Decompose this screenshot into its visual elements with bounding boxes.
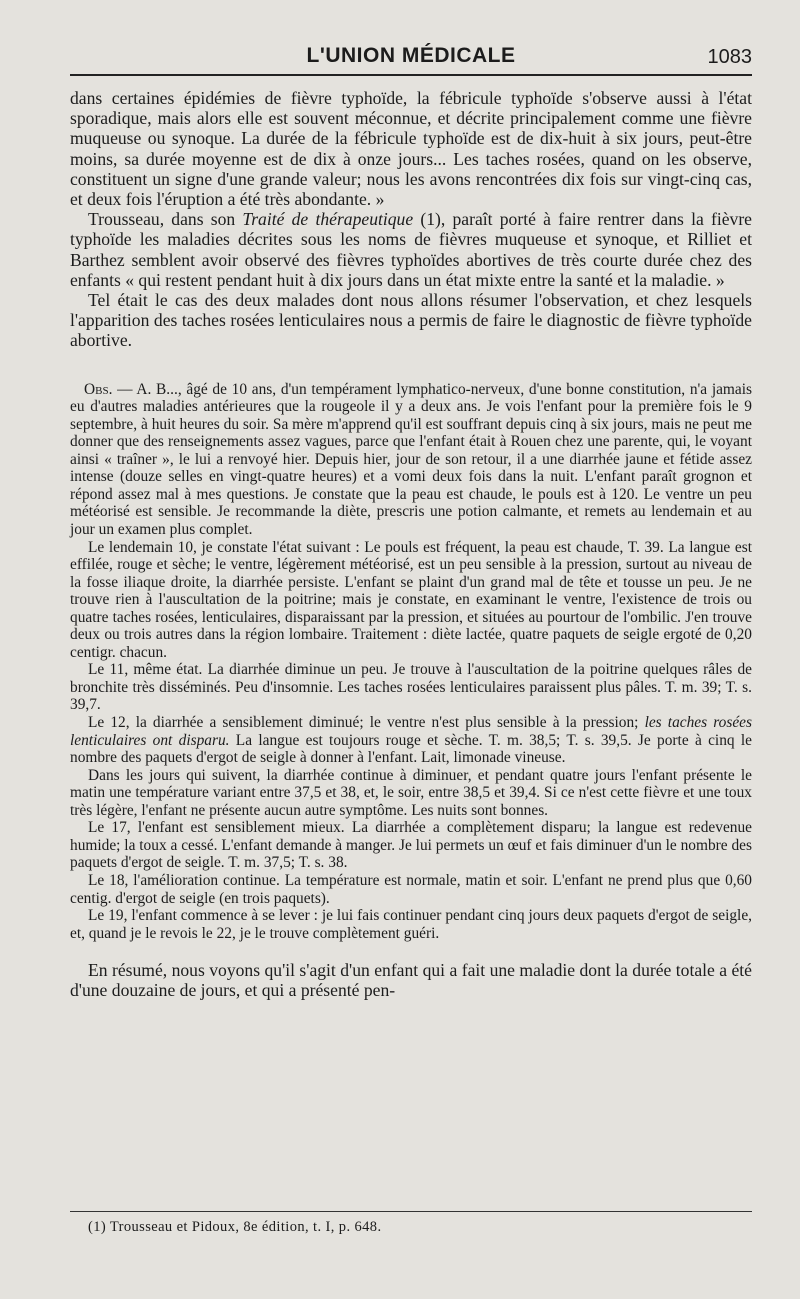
summary-paragraph: En résumé, nous voyons qu'il s'agit d'un enfant qui a fait une maladie dont la durée totale a été d'une douzaine de jours, et qui a présenté pen-	[70, 960, 752, 1001]
observation-day-11: Le 11, même état. La diarrhée diminue un peu. Je trouve à l'auscultation de la poitrine quelques râles de bronchite très disséminés. Peu d'insomnie. Les taches rosées lenticulaires paraissent plus pâles. T. m. 39; T. s. 39,7.	[70, 661, 752, 714]
paragraph-trousseau	[70, 209, 752, 290]
running-title: L'UNION MÉDICALE	[306, 44, 516, 67]
book-title: Traité de thérapeutique	[242, 209, 414, 230]
page-header	[70, 44, 752, 74]
observation-following-days: Dans les jours qui suivent, la diarrhée continue à diminuer, et pendant quatre jours l'enfant présente le matin une température variant entre 37,5 et 38, et, le soir, entre 38,5 et 39,4. Si ce n'est cette fièvre et une toux très légère, l'enfant ne présente aucun autre symptôme. Les nuits sont bonnes.	[70, 766, 752, 819]
page-number: 1083	[707, 46, 752, 68]
paragraph-cases-intro: Tel était le cas des deux malades dont nous allons résumer l'observation, et chez lesquels l'apparition des taches rosées lenticulaires nous a permis de faire le diagnostic de fièvre typhoïde abortive.	[70, 290, 752, 351]
footnote-rule	[70, 1211, 752, 1212]
day12-text-end: La langue est toujours rouge et sèche. T. m. 38,5; T. s. 39,5. Je porte à cinq le nombre des paquets d'ergot de seigle à donner à l'enfant. Lait, limonade vineuse.	[70, 731, 752, 767]
obs-label: Obs.	[84, 380, 113, 398]
header-rule	[70, 74, 752, 76]
page-body	[70, 88, 752, 1001]
observation-day-12	[70, 714, 752, 767]
observation-intro	[70, 381, 752, 539]
trousseau-text-start: Trousseau, dans son	[88, 209, 243, 230]
observation-section	[70, 381, 752, 943]
observation-day-18: Le 18, l'amélioration continue. La température est normale, matin et soir. L'enfant ne prend plus que 0,60 centig. d'ergot de seigle (en trois paquets).	[70, 871, 752, 907]
footnote: (1) Trousseau et Pidoux, 8e édition, t. I, p. 648.	[88, 1219, 382, 1235]
day12-italic: les taches rosées lenticulaires ont disparu.	[70, 714, 752, 749]
observation-day-10: Le lendemain 10, je constate l'état suivant : Le pouls est fréquent, la peau est chaude, T. 39. La langue est effilée, rouge et sèche; le ventre, légèrement météorisé, est un peu sensible à la pression, surtout au niveau de la fosse iliaque droite, la diarrhée persiste. L'enfant se plaint d'un grand mal de tête et tousse un peu. Je ne trouve rien à l'auscultation de la poitrine; mais je constate, en examinant le ventre, l'existence de trois ou quatre taches rosées, lenticulaires, disparaissant par la pression, et situées au pourtour de l'ombilic. J'en trouve deux ou trois autres dans la région lombaire. Traitement : diète lactée, quatre paquets de seigle ergoté de 0,20 centigr. chacun.	[70, 538, 752, 661]
trousseau-text-end: (1), paraît porté à faire rentrer dans la fièvre typhoïde les maladies décrites sous les noms de fièvres muqueuse et synoque, et Rilliet et Barthez semblent avoir observé des fièvres typhoïdes abortives de très courte durée chez des enfants « qui restent pendant huit à dix jours dans un état mixte entre la santé et la maladie. »	[70, 209, 752, 290]
obs-intro-text: — A. B..., âgé de 10 ans, d'un tempérament lymphatico-nerveux, d'une bonne constitution, n'a jamais eu d'autres maladies antérieures que la rougeole il y a deux ans. Je vois l'enfant pour la première fois le 9 septembre, à huit heures du soir. Sa mère m'apprend qu'il est souffrant depuis cinq à six jours, mais ne peut me donner que des renseignements assez vagues, parce que l'enfant était à Rouen chez une parente, qui, le voyant ainsi « traîner », le lui a renvoyé hier. Depuis hier, jour de son retour, il a une diarrhée jaune et fétide assez intense (douze selles en vingt-quatre heures) et a vomi deux fois dans la nuit. L'enfant paraît grognon et répond assez mal à mes questions. Je constate que la peau est chaude, le pouls est à 120. Le ventre un peu météorisé est sensible. Je recommande la diète, prescris une potion calmante, et remets au lendemain et au jour un examen plus complet.	[70, 380, 752, 539]
main-text	[70, 88, 752, 351]
observation-day-17: Le 17, l'enfant est sensiblement mieux. La diarrhée a complètement disparu; la langue est redevenue humide; la toux a cessé. L'enfant demande à manger. Je lui permets un œuf et fais diminuer d'un le nombre des paquets d'ergot de seigle. T. m. 37,5; T. s. 38.	[70, 819, 752, 872]
paragraph-quote-end: dans certaines épidémies de fièvre typhoïde, la fébricule typhoïde s'observe aussi à l'état sporadique, mais alors elle est souvent méconnue, et décrite principalement comme une fièvre muqueuse ou synoque. La durée de la fébricule typhoïde est de dix-huit à six jours, peut-être moins, sa durée moyenne est de dix à onze jours... Les taches rosées, quand on les observe, constituent un signe d'une grande valeur; nous les avons rencontrées dix fois sur vingt-cinq cas, et deux fois l'éruption a été très abondante. »	[70, 88, 752, 210]
summary-section	[70, 960, 752, 1000]
day12-text-start: Le 12, la diarrhée a sensiblement diminué; le ventre n'est plus sensible à la pression;	[88, 714, 645, 732]
observation-day-19: Le 19, l'enfant commence à se lever : je lui fais continuer pendant cinq jours deux paquets d'ergot de seigle, et, quand je le revois le 22, je le trouve complètement guéri.	[70, 907, 752, 942]
